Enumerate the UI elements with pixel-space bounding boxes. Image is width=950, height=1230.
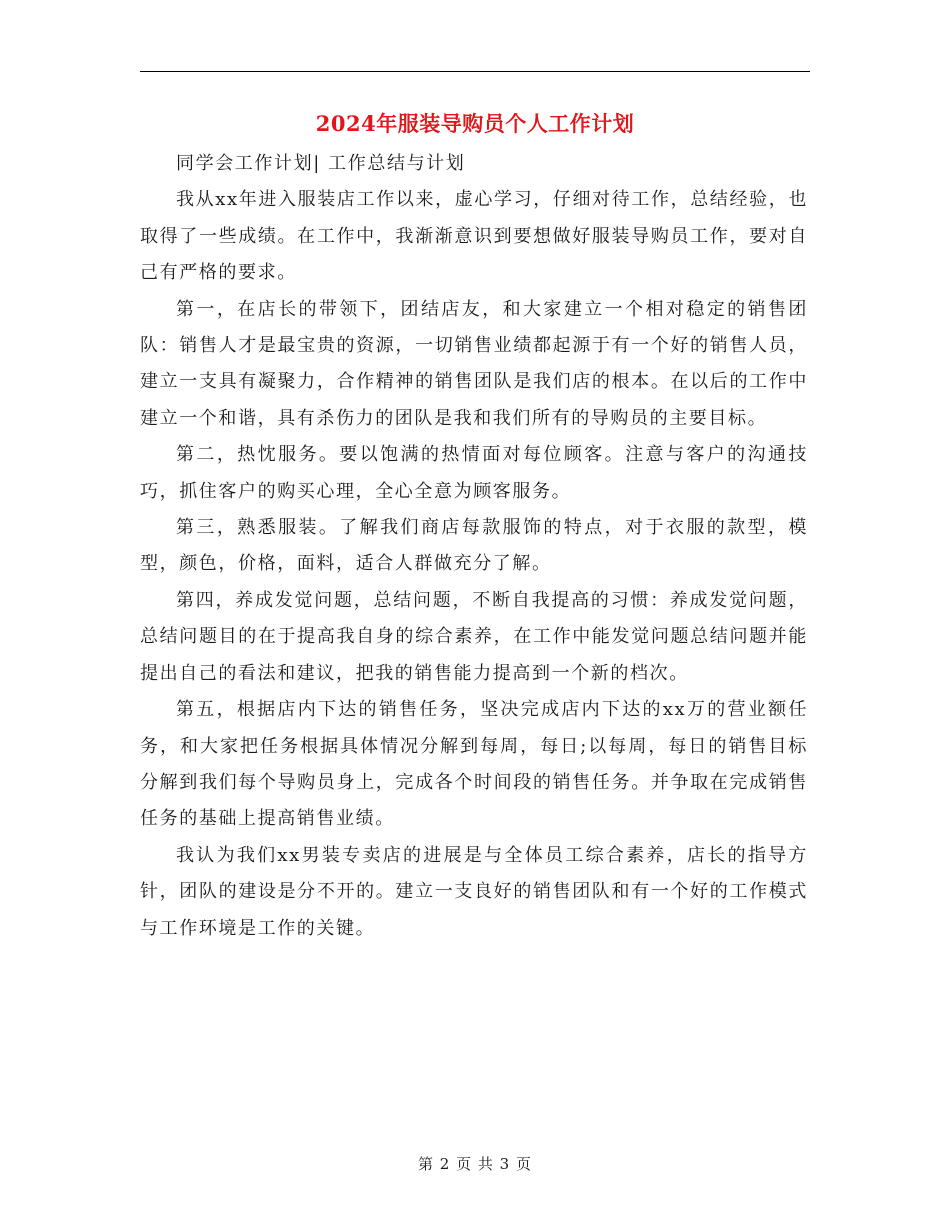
paragraph-second: 第二，热忱服务。要以饱满的热情面对每位顾客。注意与客户的沟通技巧，抓住客户的购买心理，全心全意为顾客服务。	[140, 444, 808, 502]
paragraph-subtitle: 同学会工作计划| 工作总结与计划	[176, 153, 466, 174]
paragraph-fifth: 第五，根据店内下达的销售任务，坚决完成店内下达的xx万的营业额任务，和大家把任务根据具体情况分解到每周，每日;以每周，每日的销售目标分解到我们每个导购员身上，完成各个时间段的销售任务。并争取在完成销售任务的基础上提高销售业绩。	[140, 699, 808, 830]
paragraph-third: 第三，熟悉服装。了解我们商店每款服饰的特点，对于衣服的款型，模型，颜色，价格，面料，适合人群做充分了解。	[140, 517, 808, 575]
page-number: 第 2 页 共 3 页	[418, 1155, 532, 1173]
paragraph-fourth: 第四，养成发觉问题，总结问题，不断自我提高的习惯：养成发觉问题，总结问题目的在于提高我自身的综合素养，在工作中能发觉问题总结问题并能提出自己的看法和建议，把我的销售能力提高到一个新的档次。	[140, 589, 808, 684]
paragraph-intro: 我从xx年进入服装店工作以来，虚心学习，仔细对待工作，总结经验，也取得了一些成绩。在工作中，我渐渐意识到要想做好服装导购员工作，要对自己有严格的要求。	[140, 189, 808, 284]
header-rule	[140, 71, 810, 72]
paragraph-first: 第一，在店长的带领下，团结店友，和大家建立一个相对稳定的销售团队：销售人才是最宝贵的资源，一切销售业绩都起源于有一个好的销售人员，建立一支具有凝聚力，合作精神的销售团队是我们店的根本。在以后的工作中建立一个和谐，具有杀伤力的团队是我和我们所有的导购员的主要目标。	[140, 298, 808, 429]
paragraph-conclusion: 我认为我们xx男装专卖店的进展是与全体员工综合素养，店长的指导方针，团队的建设是分不开的。建立一支良好的销售团队和有一个好的工作模式与工作环境是工作的关键。	[140, 844, 808, 939]
document-title: 2024年服装导购员个人工作计划	[315, 111, 635, 136]
document-body	[140, 146, 808, 947]
